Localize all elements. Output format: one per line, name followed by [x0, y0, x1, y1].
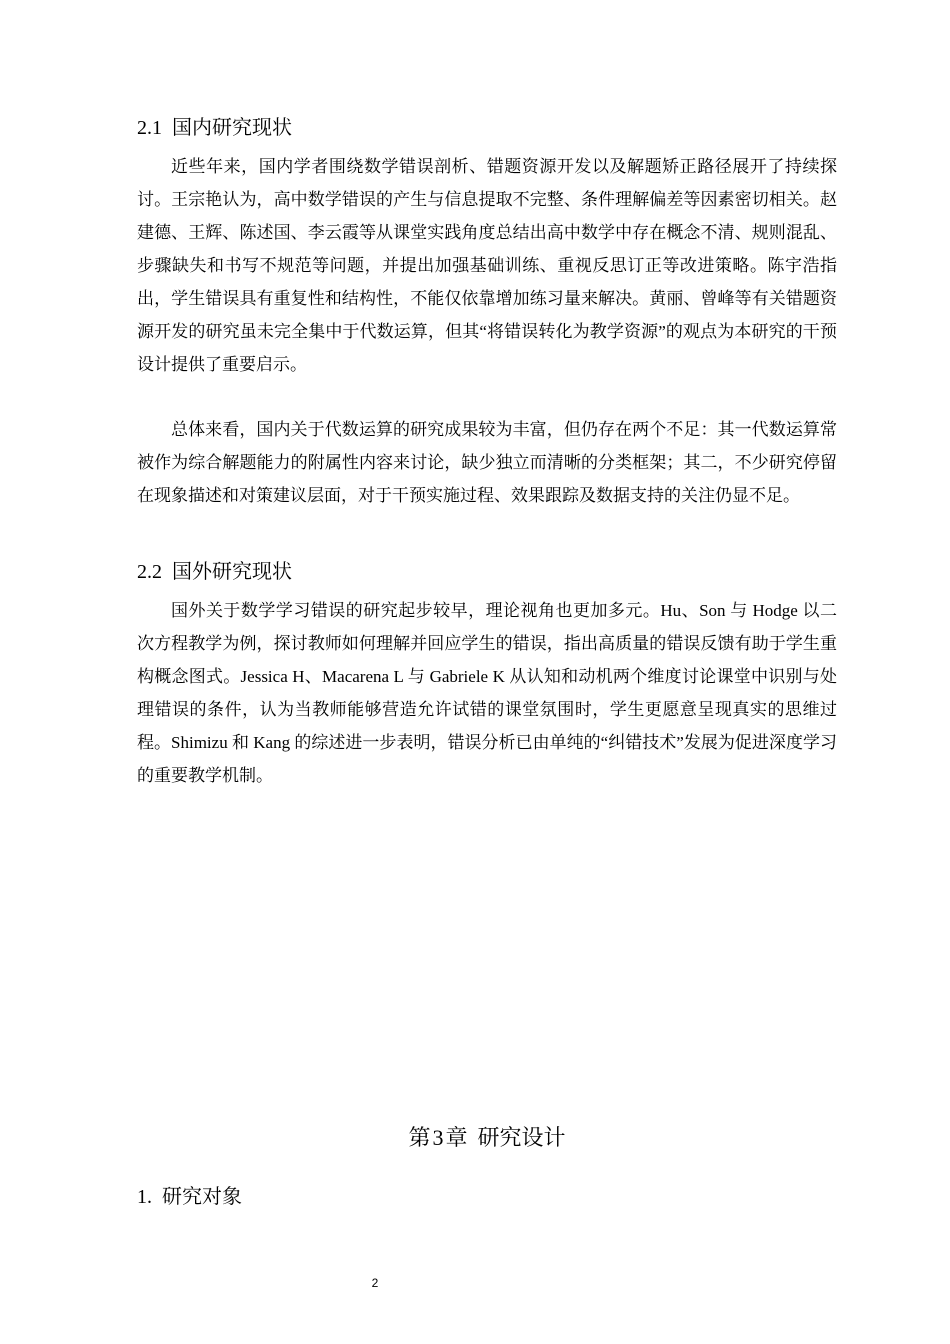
- section-title: 国外研究现状: [172, 561, 292, 583]
- subsection-heading: [137, 1183, 837, 1211]
- subsection-number: 1.: [137, 1186, 152, 1208]
- chapter-number: 3: [432, 1125, 444, 1150]
- chapter-suffix: 章: [445, 1125, 468, 1150]
- chapter-title: 研究设计: [477, 1125, 566, 1150]
- page-number: 2: [371, 1276, 379, 1290]
- subsection-title: 研究对象: [162, 1186, 242, 1208]
- section-heading-domestic: [137, 114, 837, 142]
- section-title: 国内研究现状: [172, 117, 292, 139]
- paragraph-domestic-2: 总体来看，国内关于代数运算的研究成果较为丰富，但仍存在两个不足：其一代数运算常被作为综合解题能力的附属性内容来讨论，缺少独立而清晰的分类框架；其二，不少研究停留在现象描述和对策建议层面，对于干预实施过程、效果跟踪及数据支持的关注仍显不足。: [137, 420, 837, 505]
- paragraph-domestic-1: 近些年来，国内学者围绕数学错误剖析、错题资源开发以及解题矫正路径展开了持续探讨。王宗艳认为，高中数学错误的产生与信息提取不完整、条件理解偏差等因素密切相关。赵建德、王辉、陈述国、李云霞等从课堂实践角度总结出高中数学中存在概念不清、规则混乱、步骤缺失和书写不规范等问题，并提出加强基础训练、重视反思订正等改进策略。陈宇浩指出，学生错误具有重复性和结构性，不能仅依靠增加练习量来解决。黄丽、曾峰等有关错题资源开发的研究虽未完全集中于代数运算，但其“将错误转化为教学资源”的观点为本研究的干预设计提供了重要启示。: [137, 157, 837, 374]
- section-number: 2.1: [137, 117, 162, 139]
- section-number: 2.2: [137, 561, 162, 583]
- paragraph-foreign-1: 国外关于数学学习错误的研究起步较早，理论视角也更加多元。Hu、Son 与 Hodge 以二次方程教学为例，探讨教师如何理解并回应学生的错误，指出高质量的错误反馈有助于学生重构概念图式。Jessica H、Macarena L 与 Gabriele K 从认知和动机两个维度讨论课堂中识别与处理错误的条件，认为当教师能够营造允许试错的课堂氛围时，学生更愿意呈现真实的思维过程。Shimizu 和 Kang 的综述进一步表明，错误分析已由单纯的“纠错技术”发展为促进深度学习的重要教学机制。: [137, 601, 837, 785]
- section-heading-foreign: [137, 558, 837, 586]
- chapter-prefix: 第: [408, 1125, 431, 1150]
- chapter-heading: [137, 1123, 837, 1153]
